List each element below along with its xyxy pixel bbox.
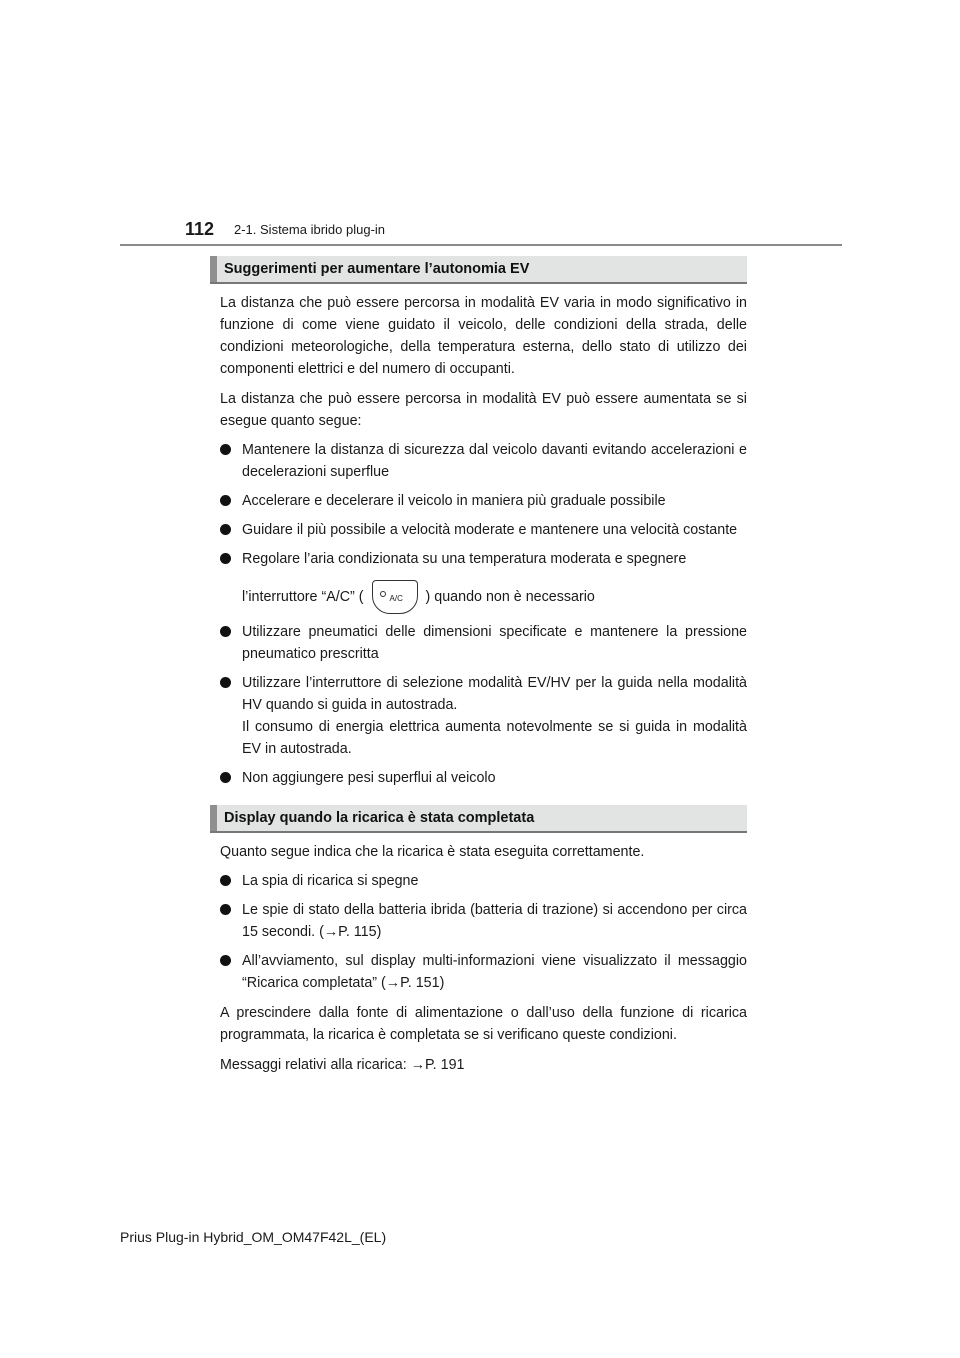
paragraph: La distanza che può essere percorsa in modalità EV varia in modo significativo in funzione di come viene guidato il veicolo, delle condizioni della strada, delle condizioni meteorologiche, della temperatura esterna, dello stato di utilizzo dei componenti elettrici e del numero di occupanti.: [220, 295, 747, 377]
list-item-text: Utilizzare pneumatici delle dimensioni specificate e mantenere la pressione pneumatico prescritta: [242, 624, 747, 662]
paragraph: La distanza che può essere percorsa in modalità EV può essere aumentata se si esegue quanto segue:: [220, 391, 747, 429]
list-item-text: [242, 672, 747, 760]
list-item: [220, 870, 747, 892]
list-item-text: Accelerare e decelerare il veicolo in maniera più graduale possibile: [242, 493, 666, 509]
bullet-icon: [220, 950, 242, 994]
list-item: [220, 490, 747, 512]
paragraph: A prescindere dalla fonte di alimentazione o dall’uso della funzione di ricarica programmata, la ricarica è completata se si verificano queste condizioni.: [220, 1005, 747, 1043]
bullet-icon: [220, 519, 242, 541]
page-number: 112: [185, 219, 215, 239]
ac-text-after: ) quando non è necessario: [425, 589, 595, 605]
bullet-icon: [220, 870, 242, 892]
hv-note-text: Il consumo di energia elettrica aumenta notevolmente se si guida in modalità EV in autostrada.: [242, 719, 747, 757]
bullet-icon: [220, 767, 242, 789]
list-item-text: Non aggiungere pesi superflui al veicolo: [242, 770, 496, 786]
cross-reference-link[interactable]: Messaggi relativi alla ricarica: →P. 191: [220, 1057, 465, 1073]
list-item-text: Le spie di stato della batteria ibrida (batteria di trazione) si accendono per circa 15 secondi. (→P. 115): [242, 902, 747, 940]
list-item: [220, 672, 747, 760]
ac-indicator-light: [380, 591, 386, 597]
ac-icon-label: A/C: [389, 594, 403, 603]
list-item: [220, 899, 747, 943]
ac-switch-icon: [372, 580, 418, 614]
ac-line-2: [242, 580, 747, 614]
list-item: [220, 621, 747, 665]
heading-accent: [210, 256, 217, 282]
manual-footer: Prius Plug-in Hybrid_OM_OM47F42L_(EL): [120, 1229, 387, 1245]
section-heading-charge-complete: [210, 805, 747, 833]
bullet-icon: [220, 672, 242, 760]
list-item-text: Guidare il più possibile a velocità moderate e mantenere una velocità costante: [242, 522, 738, 538]
header-divider: [120, 244, 842, 246]
bullet-icon: [220, 490, 242, 512]
list-item: [220, 439, 747, 483]
section-title: 2-1. Sistema ibrido plug-in: [234, 222, 386, 237]
list-item-text: Mantenere la distanza di sicurezza dal veicolo davanti evitando accelerazioni e decelerazioni superflue: [242, 442, 747, 480]
list-item-text: [242, 548, 747, 614]
bullet-icon: [220, 899, 242, 943]
heading-text: Display quando la ricarica è stata completata: [224, 810, 535, 826]
bullet-icon: [220, 621, 242, 665]
list-item-text: La spia di ricarica si spegne: [242, 873, 419, 889]
list-item-ac: [220, 548, 747, 614]
ac-text-before: l’interruttore “A/C” (: [242, 589, 364, 605]
heading-text: Suggerimenti per aumentare l’autonomia EV: [224, 261, 530, 277]
list-item-text: All’avviamento, sul display multi-informazioni viene visualizzato il messaggio “Ricarica completata” (→P. 151): [242, 953, 747, 991]
hv-main-text: Utilizzare l’interruttore di selezione modalità EV/HV per la guida nella modalità HV quando si guida in autostrada.: [242, 675, 747, 713]
bullet-icon: [220, 548, 242, 614]
page-content: [210, 256, 747, 1076]
heading-accent: [210, 805, 217, 831]
list-item: [220, 950, 747, 994]
bullet-icon: [220, 439, 242, 483]
list-item: [220, 519, 747, 541]
paragraph: Quanto segue indica che la ricarica è stata eseguita correttamente.: [220, 844, 645, 860]
ac-line-1: Regolare l’aria condizionata su una temperatura moderata e spegnere: [242, 551, 687, 567]
list-item: [220, 767, 747, 789]
section-heading-ev-range: [210, 256, 747, 284]
